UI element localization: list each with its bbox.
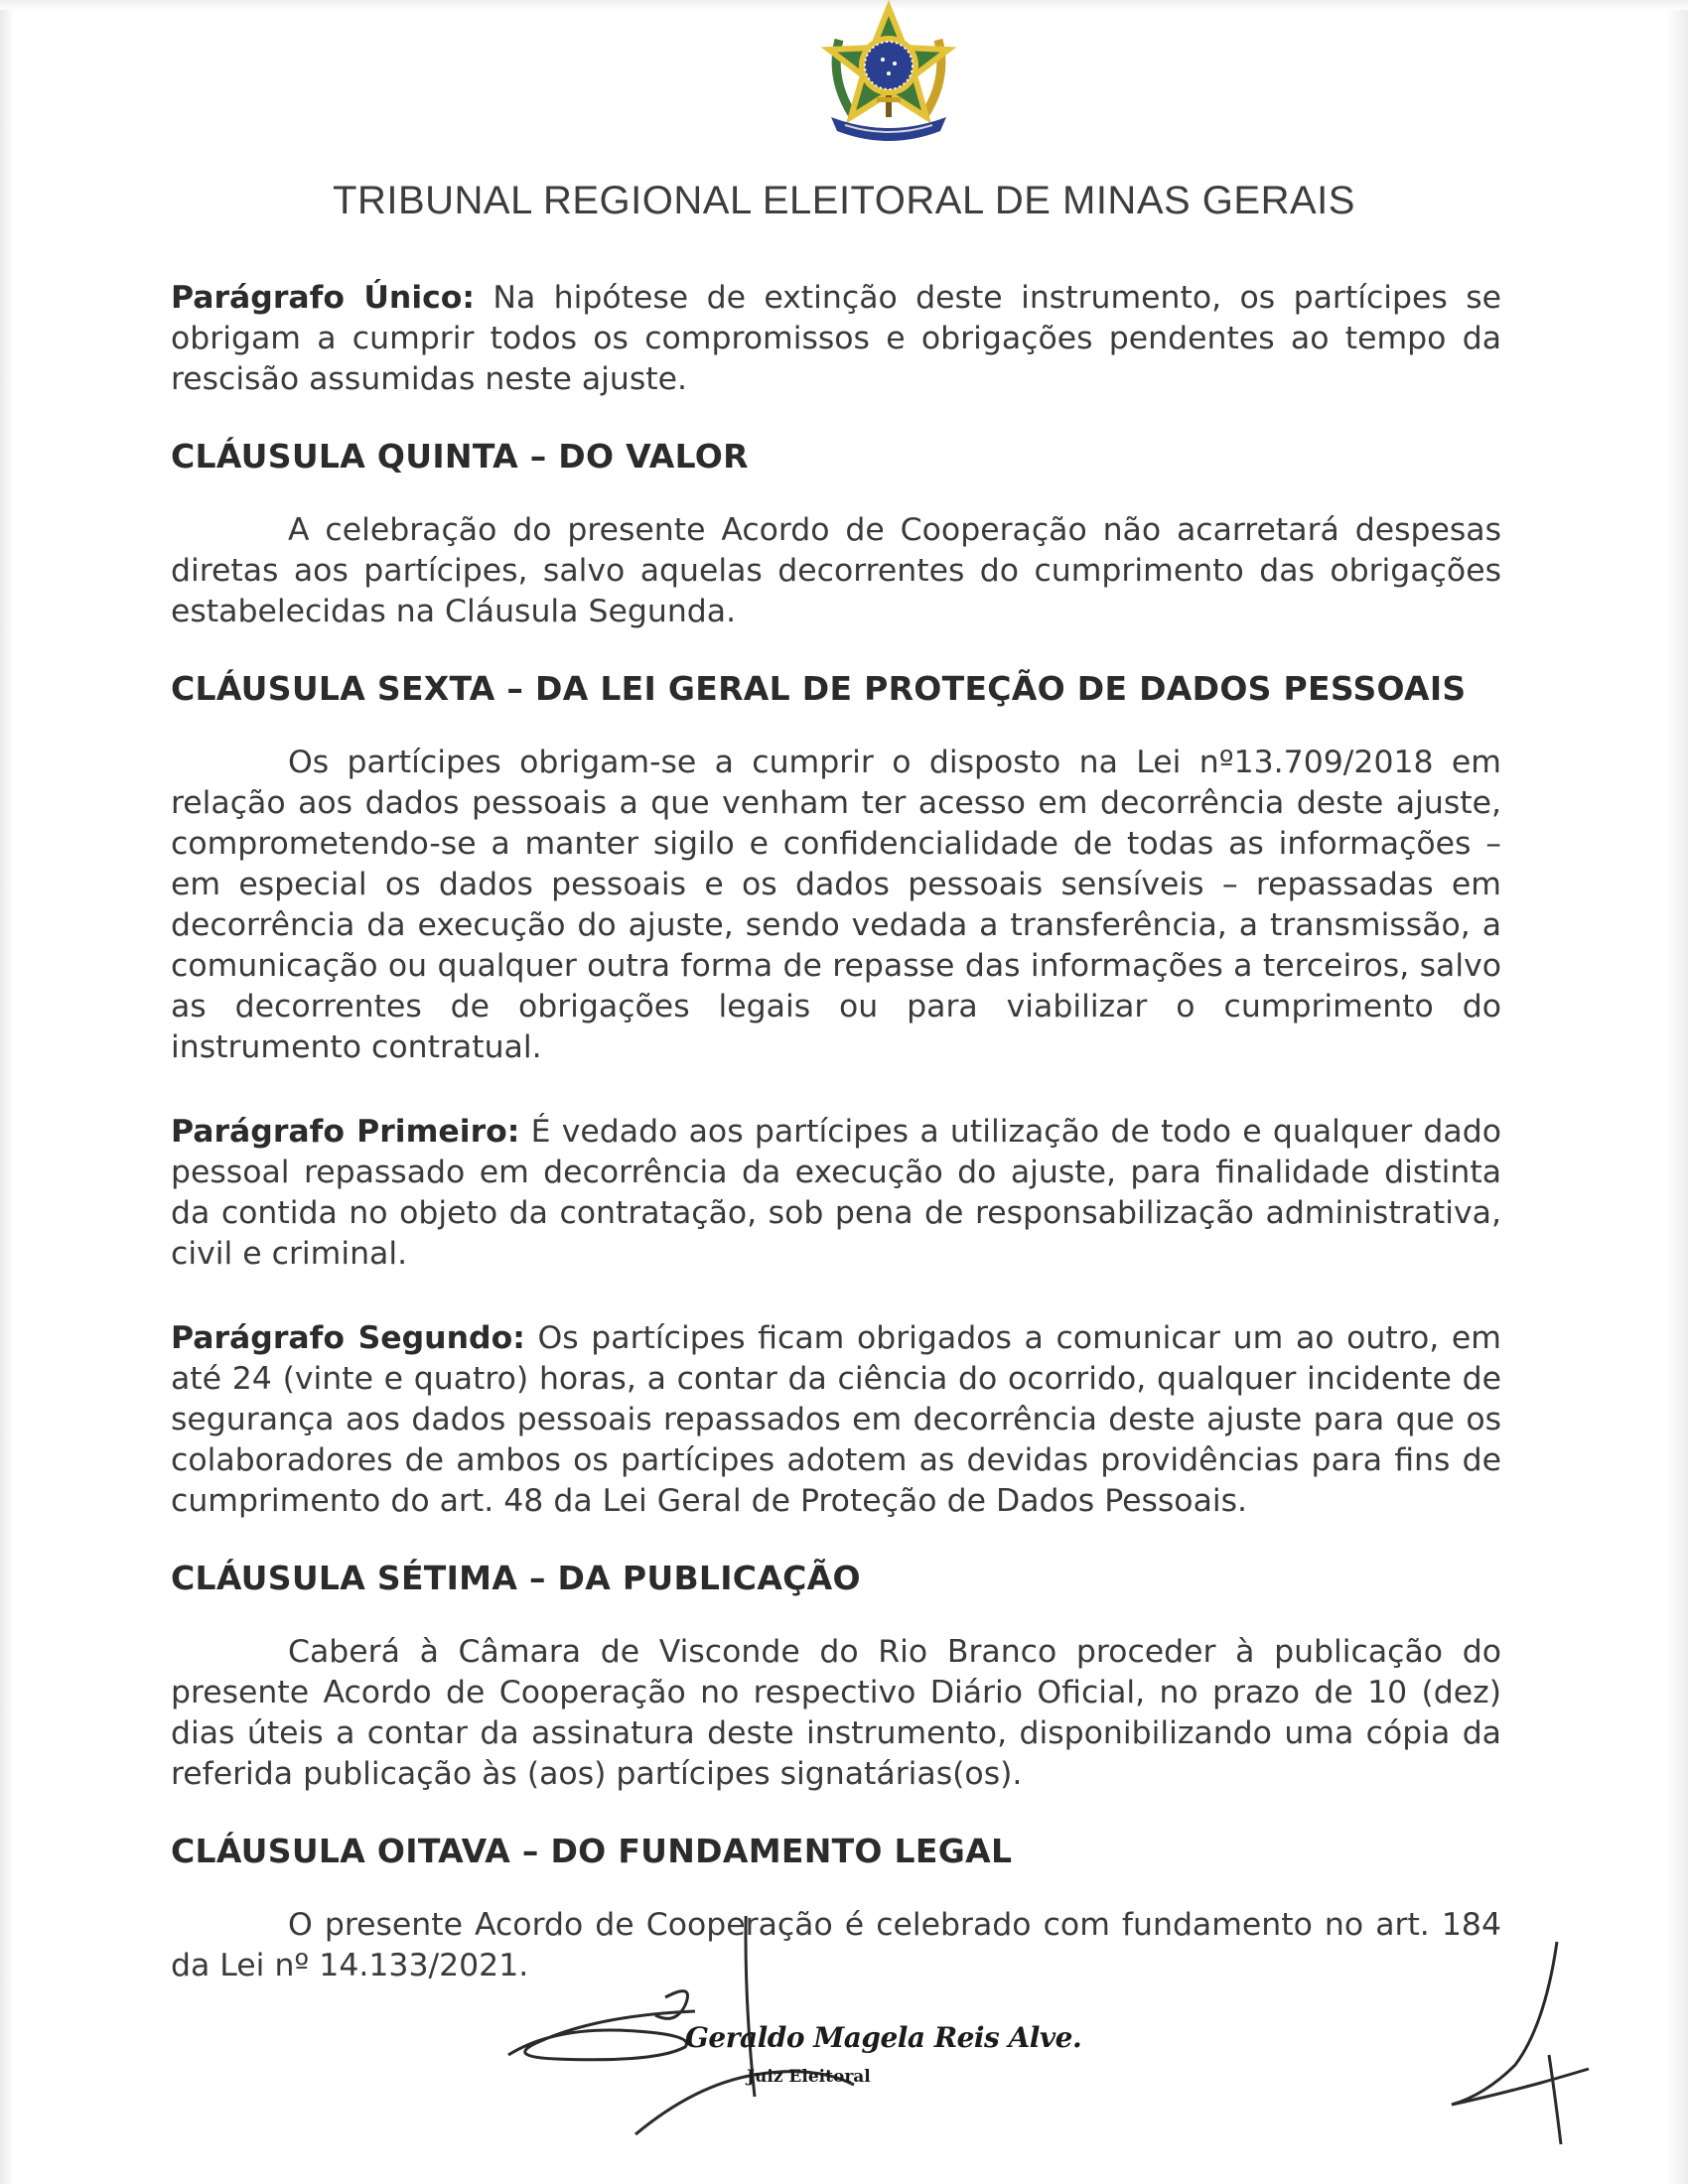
paragrafo-primeiro-label: Parágrafo Primeiro:	[171, 1114, 520, 1150]
clausula-setima-heading: CLÁUSULA SÉTIMA – DA PUBLICAÇÃO	[171, 1559, 861, 1597]
signature-right-tail	[1549, 2055, 1561, 2144]
paragrafo-primeiro	[171, 1112, 1501, 1275]
paragrafo-segundo	[171, 1318, 1501, 1522]
clausula-oitava-text: O presente Acordo de Cooperação é celebrado com fundamento no art. 184 da Lei nº 14.133/2021.	[171, 1907, 1501, 1983]
paragrafo-primeiro-text: É vedado aos partícipes a utilização de todo e qualquer dado pessoal repassado em decorrência da execução do ajuste, para finalidade distinta da contida no objeto da contratação, sob pena de responsabilização administrativa, civil e criminal.	[171, 1114, 1501, 1272]
clausula-oitava-heading: CLÁUSULA OITAVA – DO FUNDAMENTO LEGAL	[171, 1832, 1013, 1870]
clausula-sexta-heading: CLÁUSULA SEXTA – DA LEI GERAL DE PROTEÇÃO DE DADOS PESSOAIS	[171, 669, 1467, 708]
paragrafo-segundo-label: Parágrafo Segundo:	[171, 1320, 525, 1356]
scan-edge-left	[0, 0, 14, 2184]
signature-stamp-role: Juiz Eleitoral	[747, 2067, 871, 2087]
clausula-setima-text: Caberá à Câmara de Visconde do Rio Branco proceder à publicação do presente Acordo de Cooperação no respectivo Diário Oficial, no prazo de 10 (dez) dias úteis a contar da assinatura deste instrumento, disponibilizando uma cópia da referida publicação às (aos) partícipes signatárias(os).	[171, 1634, 1501, 1792]
scan-edge-right	[1666, 0, 1688, 2184]
paragrafo-unico-text: Na hipótese de extinção deste instrumento, os partícipes se obrigam a cumprir todos os compromissos e obrigações pendentes ao tempo da rescisão assumidas neste ajuste.	[171, 280, 1501, 397]
clausula-quinta-text: A celebração do presente Acordo de Cooperação não acarretará despesas diretas aos partícipes, salvo aquelas decorrentes do cumprimento das obrigações estabelecidas na Cláusula Segunda.	[171, 512, 1501, 629]
institution-title: TRIBUNAL REGIONAL ELEITORAL DE MINAS GERAIS	[333, 179, 1355, 222]
clausula-sexta-text: Os partícipes obrigam-se a cumprir o disposto na Lei nº13.709/2018 em relação aos dados pessoais a que venham ter acesso em decorrência deste ajuste, comprometendo-se a manter sigilo e confidencialidade de todas as informações – em especial os dados pessoais e os dados pessoais sensíveis – repassadas em decorrência da execução do ajuste, sendo vedada a transferência, a transmissão, a comunicação ou qualquer outra forma de repasse das informações a terceiros, salvo as decorrentes de obrigações legais ou para viabilizar o cumprimento do instrumento contratual.	[171, 745, 1501, 1065]
document-body	[171, 278, 1501, 1986]
clausula-quinta-heading: CLÁUSULA QUINTA – DO VALOR	[171, 437, 749, 476]
signature-stamp-name: Geraldo Magela Reis Alve.	[685, 2021, 1082, 2054]
paragrafo-unico-label: Parágrafo Único:	[171, 280, 476, 316]
paragrafo-unico	[171, 278, 1501, 400]
paragrafo-segundo-text: Os partícipes ficam obrigados a comunicar um ao outro, em até 24 (vinte e quatro) horas, a contar da ciência do ocorrido, qualquer incidente de segurança aos dados pessoais repassados em decorrência deste ajuste para que os colaboradores de ambos os partícipes adotem as devidas providências para fins de cumprimento do art. 48 da Lei Geral de Proteção de Dados Pessoais.	[171, 1320, 1501, 1519]
coat-of-arms-emblem	[809, 0, 968, 149]
signature-right-stroke	[1452, 1942, 1589, 2105]
